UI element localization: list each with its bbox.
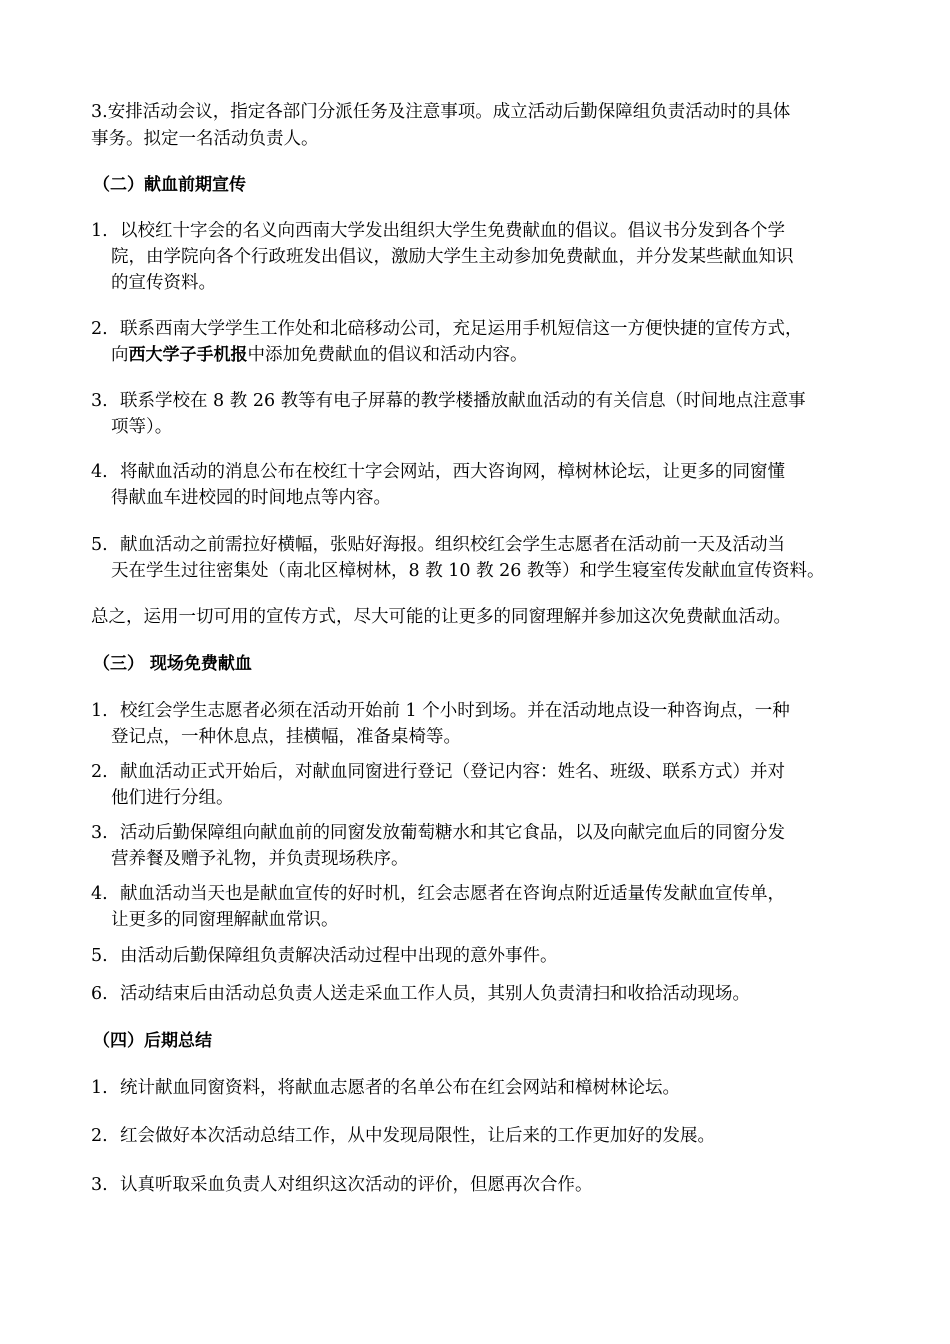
item-text: 献血活动之前需拉好横幅，张贴好海报。组织校红会学生志愿者在活动前一天及活动当 (120, 535, 785, 555)
item-text: 项等）。 (111, 417, 173, 437)
item-number: 4. (91, 884, 108, 904)
list-item (91, 881, 881, 933)
item-number: 5. (91, 535, 108, 555)
item-text: 他们进行分组。 (111, 788, 234, 808)
item-text: 认真听取采血负责人对组织这次活动的评价，但愿再次合作。 (120, 1175, 593, 1195)
item-number: 6. (91, 984, 108, 1004)
item-text: 活动后勤保障组向献血前的同窗发放葡萄糖水和其它食品，以及向献完血后的同窗分发 (120, 823, 785, 843)
list-item (91, 1172, 881, 1198)
list-item (91, 388, 881, 440)
item-text: 院，由学院向各个行政班发出倡议，激励大学生主动参加免费献血，并分发某些献血知识 (111, 247, 794, 267)
item-text: 献血活动当天也是献血宣传的好时机，红会志愿者在咨询点附近适量传发献血宣传单， (120, 884, 785, 904)
item-number: 2. (91, 762, 108, 782)
item-text: 活动结束后由活动总负责人送走采血工作人员，其别人负责清扫和收拾活动现场。 (120, 984, 750, 1004)
summary-paragraph: 总之，运用一切可用的宣传方式，尽大可能的让更多的同窗理解并参加这次免费献血活动。 (91, 607, 791, 627)
section-heading: （二）献血前期宣传 (93, 175, 246, 195)
list-item (91, 218, 881, 296)
list-item (91, 981, 881, 1007)
item-text: 校红会学生志愿者必须在活动开始前 1 个小时到场。并在活动地点设一种咨询点，一种 (120, 701, 790, 721)
item-number: 1. (91, 1078, 108, 1098)
item-text: 红会做好本次活动总结工作，从中发现局限性，让后来的工作更加好的发展。 (120, 1126, 715, 1146)
item-text: 中添加免费献血的倡议和活动内容。 (247, 345, 528, 365)
intro-line: 3.安排活动会议，指定各部门分派任务及注意事项。成立活动后勤保障组负责活动时的具体 (91, 102, 791, 122)
list-item (91, 1123, 881, 1149)
list-item (91, 698, 881, 750)
item-number: 1. (91, 701, 108, 721)
item-number: 3. (91, 823, 108, 843)
item-number: 2. (91, 319, 108, 339)
list-item (91, 820, 881, 872)
item-text: 联系学校在 8 教 26 教等有电子屏幕的教学楼播放献血活动的有关信息（时间地点注意事 (120, 391, 806, 411)
section-heading: （四）后期总结 (93, 1031, 212, 1051)
item-text: 联系西南大学学生工作处和北碚移动公司，充足运用手机短信这一方便快捷的宣传方式， (120, 319, 803, 339)
emphasis-text: 西大学子手机报 (128, 345, 248, 365)
list-item (91, 316, 881, 368)
item-number: 2. (91, 1126, 108, 1146)
item-text: 的宣传资料。 (111, 273, 216, 293)
item-number: 3. (91, 1175, 108, 1195)
item-text: 献血活动正式开始后，对献血同窗进行登记（登记内容：姓名、班级、联系方式）并对 (120, 762, 785, 782)
item-text: 将献血活动的消息公布在校红十字会网站，西大咨询网，樟树林论坛，让更多的同窗懂 (120, 462, 785, 482)
item-text: 统计献血同窗资料，将献血志愿者的名单公布在红会网站和樟树林论坛。 (120, 1078, 680, 1098)
intro-line: 事务。拟定一名活动负责人。 (91, 129, 319, 149)
section-heading: （三） 现场免费献血 (93, 654, 252, 674)
item-text: 营养餐及赠予礼物，并负责现场秩序。 (111, 849, 409, 869)
item-number: 5. (91, 946, 108, 966)
list-item (91, 1075, 881, 1101)
list-item (91, 943, 881, 969)
item-text: 天在学生过往密集处（南北区樟树林，8 教 10 教 26 教等）和学生寝室传发献血宣传资料。 (111, 561, 825, 581)
item-text: 由活动后勤保障组负责解决活动过程中出现的意外事件。 (120, 946, 558, 966)
item-number: 4. (91, 462, 108, 482)
item-text: 向 (111, 345, 129, 365)
list-item (91, 532, 881, 584)
item-text: 得献血车进校园的时间地点等内容。 (111, 488, 391, 508)
item-number: 1. (91, 221, 108, 241)
list-item (91, 759, 881, 811)
item-text: 让更多的同窗理解献血常识。 (111, 910, 339, 930)
item-text: 登记点，一种休息点，挂横幅，准备桌椅等。 (111, 727, 461, 747)
intro-paragraph (91, 99, 871, 153)
item-number: 3. (91, 391, 108, 411)
item-text: 以校红十字会的名义向西南大学发出组织大学生免费献血的倡议。倡议书分发到各个学 (120, 221, 785, 241)
list-item (91, 459, 881, 511)
